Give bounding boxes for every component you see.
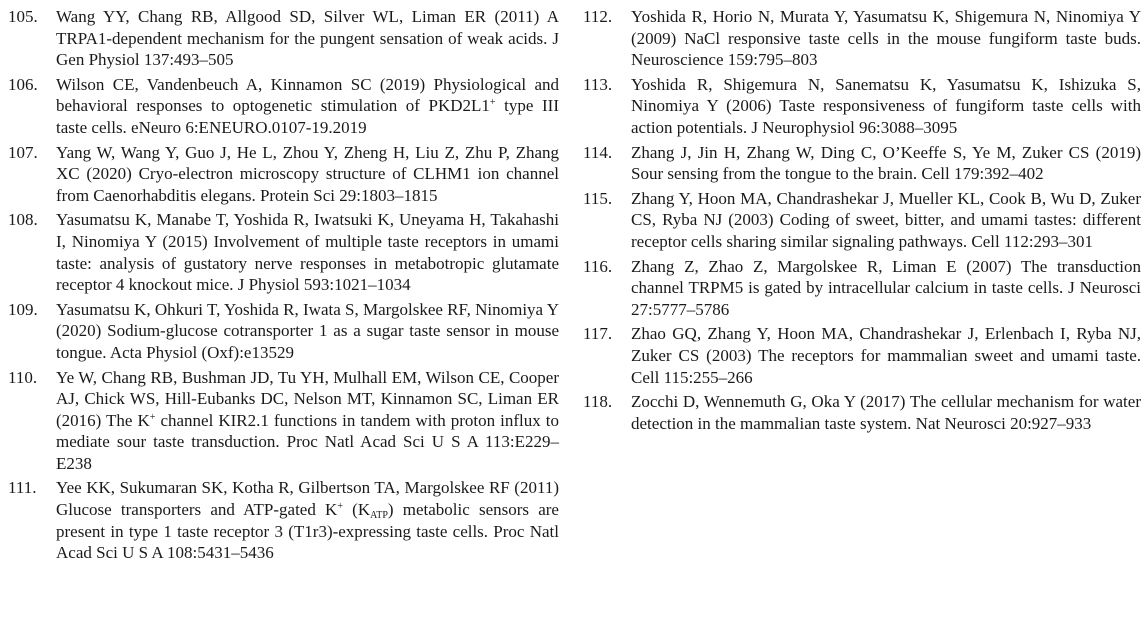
reference-text-part: ) metabolic sensors are present in type 1 taste receptor 3 (T1r3)-expressing taste cells. Proc Natl Acad Sci U S A 108:5431–5436 xyxy=(56,500,559,563)
reference-number: 114. xyxy=(583,142,613,162)
reference-number: 111. xyxy=(8,478,37,498)
reference-text: Yasumatsu K, Ohkuri T, Yoshida R, Iwata S, Margolskee RF, Ninomiya Y (2020) Sodium-glucose cotransporter 1 as a sugar taste sensor in mouse tongue. Acta Physiol (Oxf):e13529 xyxy=(56,299,559,362)
reference-text xyxy=(56,477,559,563)
reference-entry-111 xyxy=(8,477,559,563)
reference-number: 108. xyxy=(8,210,38,230)
reference-number: 116. xyxy=(583,256,613,276)
reference-text: Yasumatsu K, Manabe T, Yoshida R, Iwatsuki K, Uneyama H, Takahashi I, Ninomiya Y (2015) Involvement of multiple taste receptors in umami taste: analysis of gustatory nerve responses in metabotropic glutamate receptor 4 knockout mice. J Physiol 593:1021–1034 xyxy=(56,210,559,295)
reference-text: Zhang Y, Hoon MA, Chandrashekar J, Mueller KL, Cook B, Wu D, Zuker CS, Ryba NJ (2003) Coding of sweet, bitter, and umami tastes: different receptor cells sharing similar signaling pathways. Cell 112:293–301 xyxy=(631,188,1141,251)
superscript-charge: + xyxy=(489,97,496,109)
reference-text: Zhang J, Jin H, Zhang W, Ding C, O’Keeffe S, Ye M, Zuker CS (2019) Sour sensing from the tongue to the brain. Cell 179:392–402 xyxy=(631,142,1141,184)
reference-number: 110. xyxy=(8,367,38,387)
reference-entry-115 xyxy=(583,188,1141,253)
reference-number: 112. xyxy=(583,7,613,26)
reference-text: Wang YY, Chang RB, Allgood SD, Silver WL, Liman ER (2011) A TRPA1-dependent mechanism for the pungent sensation of weak acids. J Gen Physiol 137:493–505 xyxy=(56,7,559,70)
reference-text: Yang W, Wang Y, Guo J, He L, Zhou Y, Zheng H, Liu Z, Zhu P, Zhang XC (2020) Cryo-electron microscopy structure of CLHM1 ion channel from Caenorhabditis elegans. Protein Sci 29:1803–1815 xyxy=(56,142,559,205)
reference-entry-113 xyxy=(583,74,1141,139)
reference-entry-107 xyxy=(8,142,559,207)
reference-entry-116 xyxy=(583,256,1141,321)
reference-entry-108 xyxy=(8,209,559,295)
reference-number: 113. xyxy=(583,74,613,94)
reference-text: Zhao GQ, Zhang Y, Hoon MA, Chandrashekar J, Erlenbach I, Ryba NJ, Zuker CS (2003) The receptors for mammalian sweet and umami taste. Cell 115:255–266 xyxy=(631,324,1141,387)
reference-number: 107. xyxy=(8,142,38,162)
reference-text-part: type III taste cells. eNeuro 6:ENEURO.0107-19.2019 xyxy=(56,96,559,137)
reference-text-part: channel KIR2.1 functions in tandem with proton influx to mediate sour taste transduction. Proc Natl Acad Sci U S A 113:E229–E238 xyxy=(56,410,559,473)
reference-entry-105 xyxy=(8,6,559,71)
reference-number: 117. xyxy=(583,324,613,344)
superscript-charge: + xyxy=(337,501,343,513)
reference-number: 109. xyxy=(8,299,38,319)
reference-number: 115. xyxy=(583,188,613,208)
subscript-atp: ATP xyxy=(370,510,388,522)
reference-number: 106. xyxy=(8,74,38,94)
reference-text-part: (K xyxy=(342,500,371,520)
reference-text: Zocchi D, Wennemuth G, Oka Y (2017) The cellular mechanism for water detection in the mammalian taste system. Nat Neurosci 20:927–933 xyxy=(631,392,1141,433)
reference-entry-112 xyxy=(583,6,1141,71)
reference-entry-109 xyxy=(8,299,559,364)
reference-text: Yoshida R, Shigemura N, Sanematsu K, Yasumatsu K, Ishizuka S, Ninomiya Y (2006) Taste responsiveness of fungiform taste cells with action potentials. J Neurophysiol 96:3088–3095 xyxy=(631,74,1141,137)
reference-entry-110 xyxy=(8,367,559,475)
reference-number: 118. xyxy=(583,392,613,412)
reference-text-part: Wilson CE, Vandenbeuch A, Kinnamon SC (2019) Physiological and behavioral responses to optogenetic stimulation of PKD2L1 xyxy=(56,74,559,116)
reference-entry-117 xyxy=(583,323,1141,388)
reference-entry-114 xyxy=(583,142,1141,185)
reference-text-part: Yee KK, Sukumaran SK, Kotha R, Gilbertson TA, Margolskee RF (2011) Glucose transporters and ATP-gated K xyxy=(56,478,559,520)
superscript-charge: + xyxy=(149,411,156,423)
reference-text xyxy=(56,74,559,139)
reference-number: 105. xyxy=(8,7,38,26)
reference-text-part: Ye W, Chang RB, Bushman JD, Tu YH, Mulhall EM, Wilson CE, Cooper AJ, Chick WS, Hill-Eubanks DC, Nelson MT, Kinnamon SC, Liman ER (2016) The K xyxy=(56,367,559,430)
reference-list-right-column xyxy=(583,6,1141,437)
reference-text: Yoshida R, Horio N, Murata Y, Yasumatsu K, Shigemura N, Ninomiya Y (2009) NaCl responsive taste cells in the mouse fungiform taste buds. Neuroscience 159:795–803 xyxy=(631,7,1141,70)
reference-text xyxy=(56,367,559,475)
reference-list-left-column xyxy=(8,6,559,567)
reference-entry-118 xyxy=(583,391,1141,434)
reference-text: Zhang Z, Zhao Z, Margolskee R, Liman E (2007) The transduction channel TRPM5 is gated by intracellular calcium in taste cells. J Neurosci 27:5777–5786 xyxy=(631,256,1141,319)
reference-entry-106 xyxy=(8,74,559,139)
